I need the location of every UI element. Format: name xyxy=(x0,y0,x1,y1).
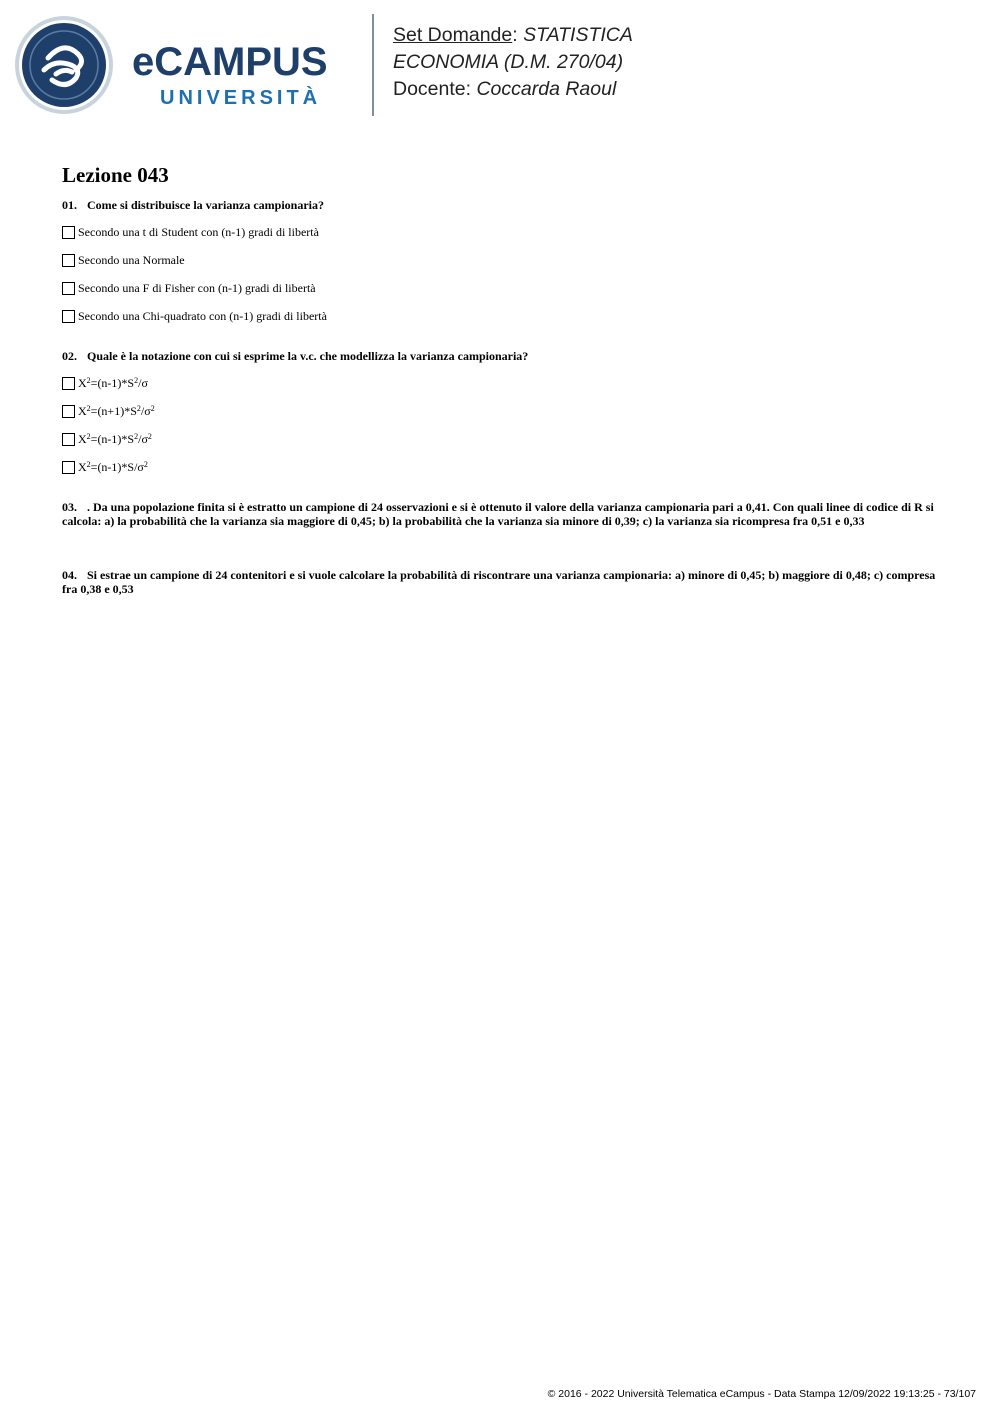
option-text: Secondo una Chi-quadrato con (n-1) gradi di libertà xyxy=(78,309,327,323)
teacher-label: Docente: xyxy=(393,78,477,100)
option-text: Secondo una F di Fisher con (n-1) gradi di libertà xyxy=(78,281,316,295)
answer-checkbox[interactable] xyxy=(62,433,75,446)
answer-option[interactable] xyxy=(62,431,152,447)
question-text: Quale è la notazione con cui si esprime la v.c. che modellizza la varianza campionaria? xyxy=(87,349,529,363)
answer-option[interactable] xyxy=(62,375,148,391)
teacher-line xyxy=(393,76,633,103)
brand-subtitle: UNIVERSITÀ xyxy=(160,87,322,109)
answer-checkbox[interactable] xyxy=(62,377,75,390)
option-text: Secondo una t di Student con (n-1) gradi di libertà xyxy=(78,225,319,239)
teacher-name: Coccarda Raoul xyxy=(476,78,617,100)
header-divider xyxy=(372,14,374,116)
question-01 xyxy=(62,199,937,213)
formula-text: $X^2=(n+1)*S^2/\sigma^2$ xyxy=(78,404,155,418)
formula-text: $X^2=(n-1)*S^2/\sigma^2$ xyxy=(78,432,152,446)
page-footer: © 2016 - 2022 Università Telematica eCampus - Data Stampa 12/09/2022 19:13:25 - 73/107 xyxy=(547,1388,976,1400)
answer-option[interactable] xyxy=(62,280,316,296)
question-text: Come si distribuisce la varianza campionaria? xyxy=(87,198,324,212)
answer-option[interactable] xyxy=(62,224,319,240)
header-info xyxy=(393,22,633,103)
question-text: Si estrae un campione di 24 contenitori e si vuole calcolare la probabilità di riscontrare una varianza campionaria: a) minore di 0,45; b) maggiore di 0,48; c) compresa fra 0,38 e 0,53 xyxy=(62,568,936,596)
course-line: Set Domande: STATISTICA xyxy=(393,24,633,46)
formula-text: $X^2=(n-1)*S^2/\sigma$ xyxy=(78,376,148,390)
answer-option[interactable] xyxy=(62,403,155,419)
answer-option[interactable] xyxy=(62,459,148,475)
question-04 xyxy=(62,569,937,596)
question-number: 01. xyxy=(62,198,77,212)
lesson-title: Lezione 043 xyxy=(62,163,169,187)
brand-name: eCAMPUS xyxy=(132,40,328,84)
question-number: 02. xyxy=(62,349,77,363)
question-text: . Da una popolazione finita si è estratto un campione di 24 osservazioni e si è ottenuto il valore della varianza campionaria pari a 0,41. Con quali linee di codice di R si calcola: a) la probabilità che la varianza sia maggiore di 0,45; b) la probabilità che la varianza sia minore di 0,39; c) la varianza sia ricompresa fra 0,51 e 0,33 xyxy=(62,500,934,528)
course-name-cont: ECONOMIA (D.M. 270/04) xyxy=(393,51,624,73)
answer-option[interactable] xyxy=(62,252,185,268)
question-number: 03. xyxy=(62,500,77,514)
answer-checkbox[interactable] xyxy=(62,405,75,418)
option-text: Secondo una Normale xyxy=(78,253,185,267)
course-name: STATISTICA xyxy=(523,24,633,46)
formula-text: $X^2=(n-1)*S/\sigma^2$ xyxy=(78,460,148,474)
answer-checkbox[interactable] xyxy=(62,254,75,267)
answer-checkbox[interactable] xyxy=(62,310,75,323)
question-03 xyxy=(62,501,937,528)
question-number: 04. xyxy=(62,568,77,582)
page-header xyxy=(0,0,1000,130)
question-02 xyxy=(62,350,937,364)
answer-checkbox[interactable] xyxy=(62,461,75,474)
set-domande-label: Set Domande xyxy=(393,24,513,46)
answer-checkbox[interactable] xyxy=(62,226,75,239)
answer-checkbox[interactable] xyxy=(62,282,75,295)
answer-option[interactable] xyxy=(62,308,327,324)
